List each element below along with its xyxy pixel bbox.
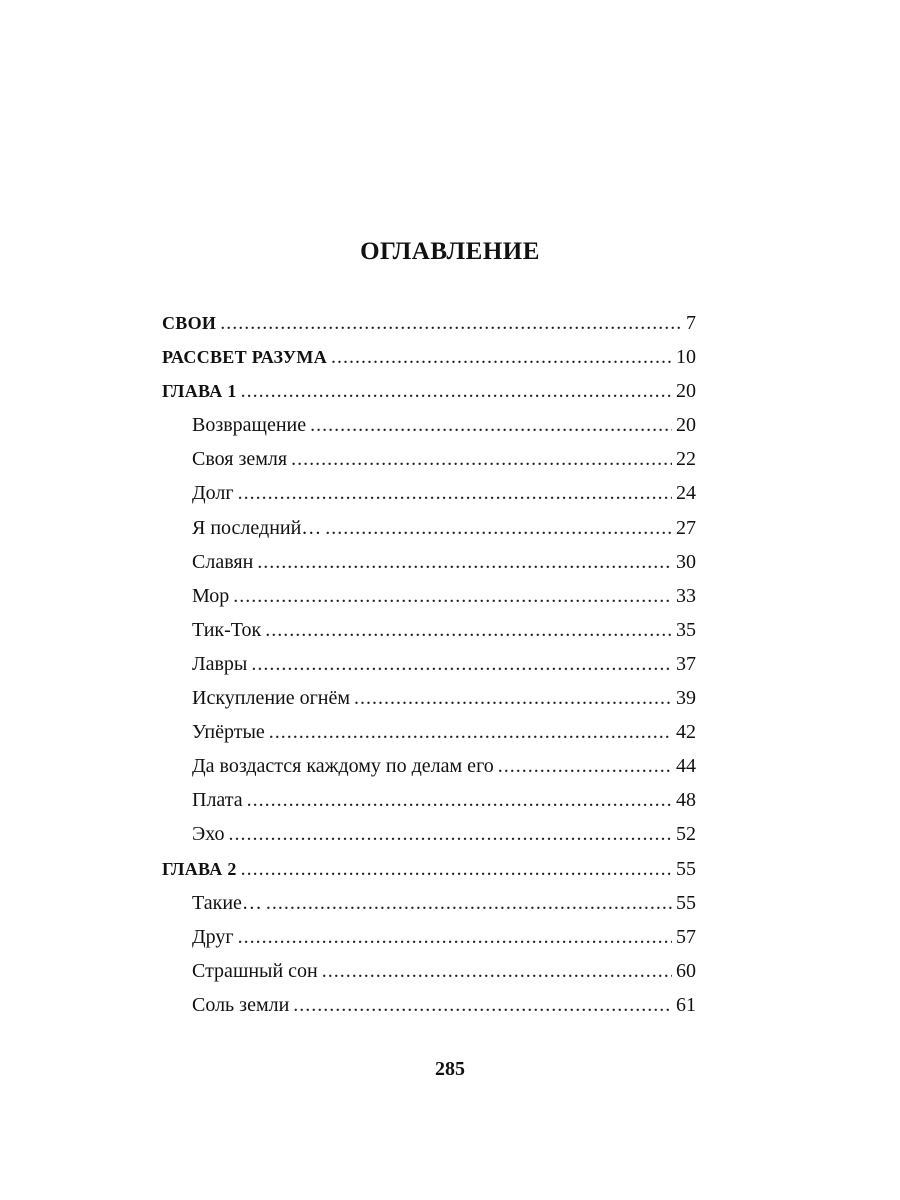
toc-entry-section[interactable]	[162, 892, 696, 926]
toc-entry-label: СВОИ	[162, 313, 217, 333]
toc-entry-section[interactable]	[162, 619, 696, 653]
dot-leader	[269, 721, 672, 744]
toc-entry-page: 55	[676, 891, 696, 914]
table-of-contents	[162, 312, 696, 1028]
toc-entry-section[interactable]	[162, 414, 696, 448]
toc-entry-label: ГЛАВА 1	[162, 381, 237, 402]
toc-entry-page: 37	[676, 652, 696, 675]
toc-entry-label: Искупление огнём	[192, 687, 351, 710]
toc-entry-page: 10	[676, 346, 696, 369]
toc-entry-label: Мор	[192, 584, 230, 607]
toc-title: ОГЛАВЛЕНИЕ	[360, 238, 540, 265]
toc-entry-page: 44	[676, 755, 696, 778]
toc-entry-glava-1[interactable]	[162, 380, 696, 414]
toc-entry-page: 20	[676, 380, 696, 403]
dot-leader	[310, 414, 672, 437]
toc-entry-glava-2[interactable]	[162, 858, 696, 892]
dot-leader	[331, 346, 672, 369]
toc-entry-section[interactable]	[162, 755, 696, 789]
toc-entry-page: 35	[676, 618, 696, 641]
toc-entry-label: РАССВЕТ РАЗУМА	[162, 347, 328, 368]
dot-leader	[265, 619, 672, 642]
toc-entry-page: 20	[676, 414, 696, 437]
dot-leader	[322, 960, 672, 983]
toc-entry-page: 33	[676, 584, 696, 607]
dot-leader	[241, 858, 672, 881]
toc-entry-rassvet-razuma[interactable]	[162, 346, 696, 380]
toc-entry-page: 61	[676, 993, 696, 1016]
toc-entry-section[interactable]	[162, 551, 696, 585]
toc-entry-section[interactable]	[162, 926, 696, 960]
toc-entry-section[interactable]	[162, 994, 696, 1028]
toc-entry-section[interactable]	[162, 687, 696, 721]
toc-entry-page: 60	[676, 959, 696, 982]
page-number: 285	[435, 1058, 465, 1080]
toc-entry-label: Возвращение	[192, 414, 307, 437]
dot-leader	[228, 823, 672, 846]
toc-entry-label: Друг	[192, 925, 234, 948]
dot-leader	[233, 585, 672, 608]
toc-entry-svoi[interactable]	[162, 312, 696, 346]
toc-entry-label: Соль земли	[192, 993, 290, 1016]
toc-entry-label: Славян	[192, 550, 254, 573]
toc-entry-page: 39	[676, 687, 696, 710]
toc-entry-label: Тик-Ток	[192, 618, 262, 641]
toc-entry-label: ГЛАВА 2	[162, 858, 237, 879]
toc-entry-section[interactable]	[162, 482, 696, 516]
dot-leader	[238, 926, 672, 949]
toc-entry-page: 30	[676, 550, 696, 573]
toc-entry-section[interactable]	[162, 653, 696, 687]
dot-leader	[325, 517, 672, 540]
dot-leader	[241, 380, 672, 403]
dot-leader	[247, 789, 672, 812]
toc-entry-label: Упёртые	[192, 721, 265, 744]
toc-entry-label: Да воздастся каждому по делам его	[192, 755, 494, 778]
toc-entry-section[interactable]	[162, 585, 696, 619]
toc-entry-label: Я последний…	[192, 516, 322, 539]
dot-leader	[291, 448, 672, 471]
toc-entry-label: Плата	[192, 789, 243, 812]
toc-entry-page: 48	[676, 789, 696, 812]
toc-entry-label: Страшный сон	[192, 959, 318, 982]
dot-leader	[238, 482, 672, 505]
dot-leader	[354, 687, 672, 710]
dot-leader	[251, 653, 672, 676]
toc-entry-page: 24	[676, 482, 696, 505]
toc-entry-page: 55	[676, 857, 696, 880]
toc-entry-page: 7	[686, 312, 696, 334]
toc-entry-label: Своя земля	[192, 448, 288, 471]
toc-entry-section[interactable]	[162, 448, 696, 482]
toc-entry-page: 57	[676, 925, 696, 948]
toc-entry-section[interactable]	[162, 960, 696, 994]
toc-entry-label: Такие…	[192, 891, 262, 914]
toc-entry-section[interactable]	[162, 789, 696, 823]
toc-entry-page: 22	[676, 448, 696, 471]
toc-entry-page: 52	[676, 823, 696, 846]
toc-entry-section[interactable]	[162, 823, 696, 857]
toc-entry-page: 42	[676, 721, 696, 744]
dot-leader	[498, 755, 672, 778]
toc-entry-label: Лавры	[192, 652, 248, 675]
dot-leader	[257, 551, 672, 574]
toc-entry-page: 27	[676, 516, 696, 539]
toc-entry-label: Эхо	[192, 823, 225, 846]
toc-entry-label: Долг	[192, 482, 234, 505]
dot-leader	[220, 312, 682, 335]
dot-leader	[266, 892, 672, 915]
toc-entry-section[interactable]	[162, 517, 696, 551]
toc-entry-section[interactable]	[162, 721, 696, 755]
dot-leader	[293, 994, 672, 1017]
